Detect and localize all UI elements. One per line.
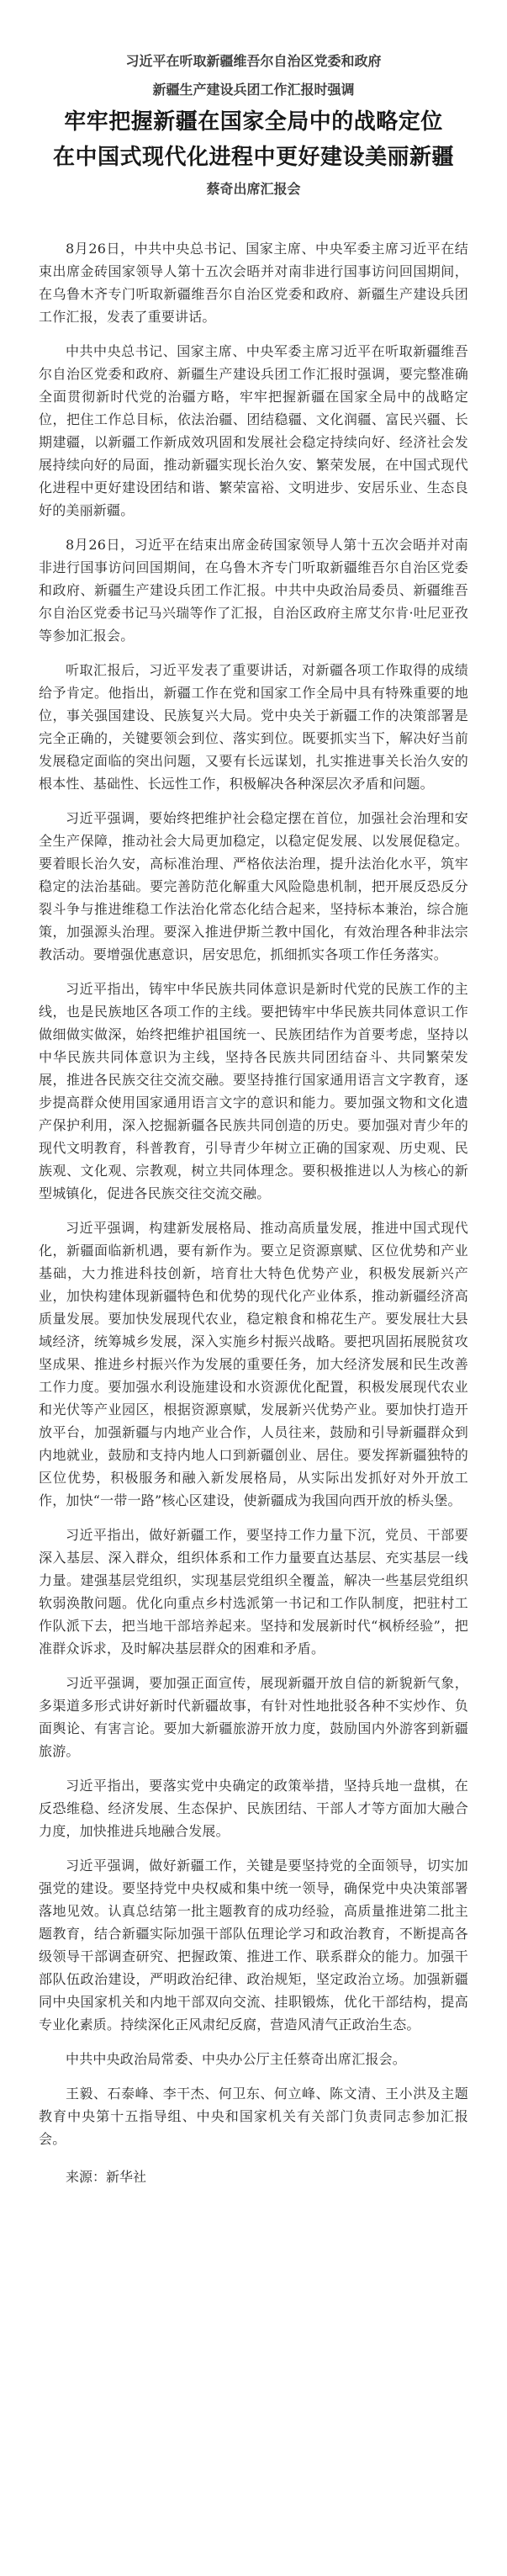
headline-line-1: 牢牢把握新疆在国家全局中的战略定位: [64, 109, 443, 135]
article-header: [39, 50, 468, 200]
paragraph-5: 习近平强调，要始终把维护社会稳定摆在首位，加强社会治理和安全生产保障，推动社会大局更加稳定，以稳定促发展、以发展促稳定。要着眼长治久安，高标准治理、严格依法治理，提升法治化水平，筑牢稳定的法治基础。要完善防范化解重大风险隐患机制，把开展反恐反分裂斗争与推进维稳工作法治化常态化结合起来，坚持标本兼治，综合施策，加强源头治理。要深入推进伊斯兰教中国化，有效治理各种非法宗教活动。要增强优惠意识，居安思危，抓细抓实各项工作任务落实。: [39, 810, 468, 962]
paragraph-3: 8月26日，习近平在结束出席金砖国家领导人第十五次会晤并对南非进行国事访问回国期间，在乌鲁木齐专门听取新疆维吾尔自治区党委和政府、新疆生产建设兵团工作汇报。中共中央政治局委员、新疆维吾尔自治区党委书记马兴瑞等作了汇报，自治区政府主席艾尔肯·吐尼亚孜等参加汇报会。: [39, 537, 468, 644]
kicker-line-2: 新疆生产建设兵团工作汇报时强调: [152, 82, 355, 98]
paragraph-12: 中共中央政治局常委、中央办公厅主任蔡奇出席汇报会。: [66, 2051, 407, 2067]
paragraph-1: 8月26日，中共中央总书记、国家主席、中央军委主席习近平在结束出席金砖国家领导人第十五次会晤并对南非进行国事访问回国期间，在乌鲁木齐专门听取新疆维吾尔自治区党委和政府、新疆生产建设兵团工作汇报，发表了重要讲话。: [39, 241, 468, 325]
paragraph-2: 中共中央总书记、国家主席、中央军委主席习近平在听取新疆维吾尔自治区党委和政府、新疆生产建设兵团工作汇报时强调，要完整准确全面贯彻新时代党的治疆方略，牢牢把握新疆在国家全局中的战略定位，把住工作总目标，依法治疆、团结稳疆、文化润疆、富民兴疆、长期建疆，以新疆工作新成效巩固和发展社会稳定持续向好、经济社会发展持续向好的局面，推动新疆实现长治久安、繁荣发展，在中国式现代化进程中更好建设团结和谐、繁荣富裕、文明进步、安居乐业、生态良好的美丽新疆。: [39, 343, 468, 518]
kicker-line-1: 习近平在听取新疆维吾尔自治区党委和政府: [125, 53, 382, 69]
paragraph-13: 王毅、石泰峰、李干杰、何卫东、何立峰、陈文清、王小洪及主题教育中央第十五指导组、中央和国家机关有关部门负责同志参加汇报会。: [39, 2086, 468, 2147]
paragraph-8: 习近平指出，做好新疆工作，要坚持工作力量下沉，党员、干部要深入基层、深入群众，组织体系和工作力量要直达基层、充实基层一线力量。建强基层党组织，实现基层党组织全覆盖，解决一些基层党组织软弱涣散问题。优化向重点乡村选派第一书记和工作队制度，把驻村工作队派下去，把当地干部培养起来。坚持和发展新时代“枫桥经验”，把准群众诉求，及时解决基层群众的困难和矛盾。: [39, 1527, 468, 1656]
subtitle: 蔡奇出席汇报会: [206, 181, 301, 197]
source-line: 来源：新华社: [66, 2169, 147, 2185]
article-body: [39, 237, 468, 2150]
paragraph-4: 听取汇报后，习近平发表了重要讲话，对新疆各项工作取得的成绩给予肯定。他指出，新疆工作在党和国家工作全局中具有特殊重要的地位，事关强国建设、民族复兴大局。党中央关于新疆工作的决策部署是完全正确的，关键要领会到位、落实到位。既要抓实当下，解决好当前发展稳定面临的突出问题，又要有长远谋划，扎实推进事关长治久安的根本性、基础性、长远性工作，积极解决各种深层次矛盾和问题。: [39, 662, 468, 792]
paragraph-11: 习近平强调，做好新疆工作，关键是要坚持党的全面领导，切实加强党的建设。要坚持党中央权威和集中统一领导，确保党中央决策部署落地见效。认真总结第一批主题教育的成功经验，高质量推进第二批主题教育，结合新疆实际加强干部队伍理论学习和政治教育，不断提高各级领导干部调查研究、把握政策、推进工作、联系群众的能力。加强干部队伍政治建设，严明政治纪律、政治规矩，坚定政治立场。加强新疆同中央国家机关和内地干部双向交流、挂职锻炼，优化干部结构，提高专业化素质。持续深化正风肃纪反腐，营造风清气正政治生态。: [39, 1858, 468, 2033]
headline-line-2: 在中国式现代化进程中更好建设美丽新疆: [52, 145, 454, 170]
paragraph-6: 习近平指出，铸牢中华民族共同体意识是新时代党的民族工作的主线，也是民族地区各项工作的主线。要把铸牢中华民族共同体意识工作做细做实做深，始终把维护祖国统一、民族团结作为首要考虑，坚持以中华民族共同体意识为主线，坚持各民族共同团结奋斗、共同繁荣发展，推进各民族交往交流交融。要坚持推行国家通用语言文字教育，逐步提高群众使用国家通用语言文字的意识和能力。要加强文物和文化遗产保护利用，深入挖掘新疆各民族共同创造的历史。要加强对青少年的现代文明教育，科普教育，引导青少年树立正确的国家观、历史观、民族观、文化观、宗教观，树立共同体理念。要积极推进以人为核心的新型城镇化，促进各民族交往交流交融。: [39, 981, 468, 1201]
paragraph-9: 习近平强调，要加强正面宣传，展现新疆开放自信的新貌新气象，多渠道多形式讲好新时代新疆故事，有针对性地批驳各种不实炒作、负面舆论、有害言论。要加大新疆旅游开放力度，鼓励国内外游客到新疆旅游。: [39, 1675, 468, 1759]
paragraph-10: 习近平指出，要落实党中央确定的政策举措，坚持兵地一盘棋，在反恐维稳、经济发展、生态保护、民族团结、干部人才等方面加大融合力度，加快推进兵地融合发展。: [39, 1778, 468, 1839]
paragraph-7: 习近平强调，构建新发展格局、推动高质量发展，推进中国式现代化，新疆面临新机遇，要有新作为。要立足资源禀赋、区位优势和产业基础，大力推进科技创新，培育壮大特色优势产业，积极发展新兴产业，加快构建体现新疆特色和优势的现代化产业体系，推动新疆经济高质量发展。要加快发展现代农业，稳定粮食和棉花生产。要发展壮大县域经济，统筹城乡发展，深入实施乡村振兴战略。要把巩固拓展脱贫攻坚成果、推进乡村振兴作为发展的重要任务，加大经济发展和民生改善工作力度。要加强水利设施建设和水资源优化配置，积极发展现代农业和光伏等产业园区，根据资源禀赋，发展新兴优势产业。要加快打造开放平台，加强新疆与内地产业合作，人员往来，鼓励和引导新疆群众到内地就业，鼓励和支持内地人口到新疆创业、居住。要发挥新疆独特的区位优势，积极服务和融入新发展格局，从实际出发抓好对外开放工作，加快“一带一路”核心区建设，使新疆成为我国向西开放的桥头堡。: [39, 1220, 468, 1508]
